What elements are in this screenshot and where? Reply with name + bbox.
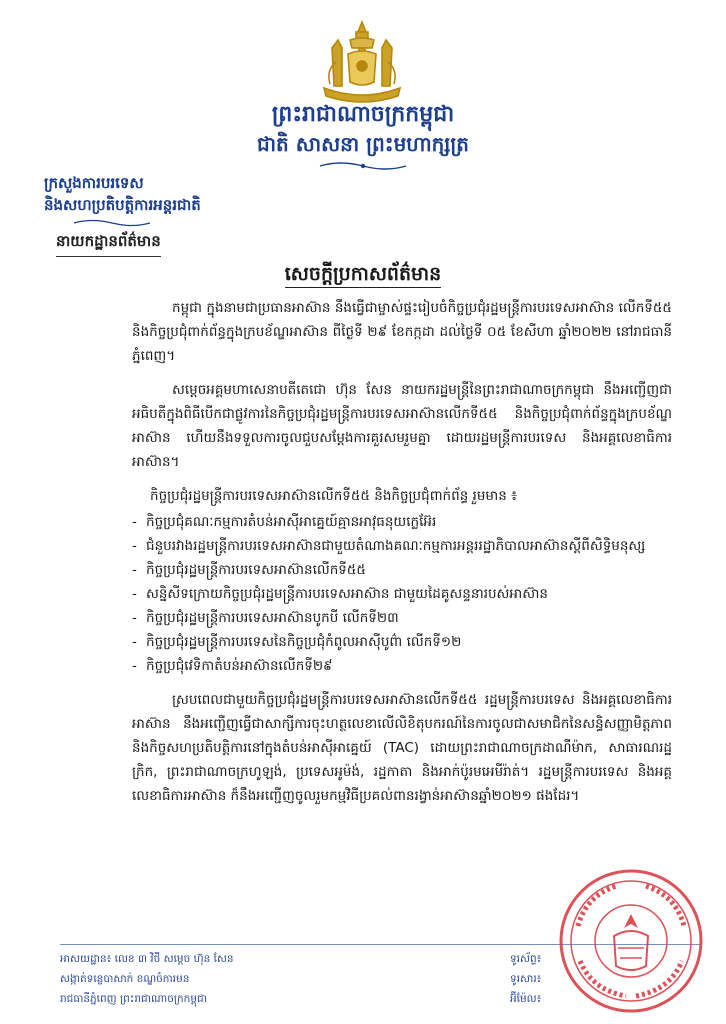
document-body	[132, 296, 672, 818]
list-item: - សន្និសីទក្រោយកិច្ចប្រជុំរដ្ឋមន្ត្រីការបរទេសអាស៊ាន ជាមួយដៃគូសន្ទនារបស់អាស៊ាន	[132, 586, 548, 602]
paragraph-2: សម្តេចអគ្គមហាសេនាបតីតេជោ ហ៊ុន សែន នាយករដ្ឋមន្ត្រីនៃព្រះរាជាណាចក្រកម្ពុជា នឹងអញ្ជើញជាអធិបតីក្នុងពិធីបើកជាផ្លូវការនៃកិច្ចប្រជុំរដ្ឋមន្ត្រីការបរទេសអាស៊ានលើកទី៥៥ និងកិច្ចប្រជុំពាក់ព័ន្ធក្នុងក្របខ័ណ្ឌអាស៊ាន ហើយនឹងទទួលការចូលជួបសម្តែងការគួរសមរួមគ្នា ដោយរដ្ឋមន្ត្រីការបរទេស និងអគ្គលេខាធិការអាស៊ាន។	[132, 382, 672, 470]
ministry-name-line2: និងសហប្រតិបត្តិការអន្តរជាតិ	[44, 196, 201, 214]
list-item: - កិច្ចប្រជុំរដ្ឋមន្ត្រីការបរទេសអាស៊ានបូកបី លើកទី២៣	[132, 610, 399, 626]
official-seal-icon	[556, 866, 706, 1016]
department-name: នាយកដ្ឋានព័ត៌មាន	[56, 232, 161, 257]
paragraph-1: កម្ពុជា ក្នុងនាមជាប្រធានអាស៊ាន នឹងធ្វើជាម្ចាស់ផ្ទះរៀបចំកិច្ចប្រជុំរដ្ឋមន្ត្រីការបរទេសអាស៊ាន លើកទី៥៥ និងកិច្ចប្រជុំពាក់ព័ន្ធក្នុងក្របខ័ណ្ឌអាស៊ាន ពីថ្ងៃទី ២៩ ខែកក្កដា ដល់ថ្ងៃទី ០៥ ខែសីហា ឆ្នាំ២០២២ នៅរាជធានីភ្នំពេញ។	[132, 300, 672, 364]
ministry-ornament-icon	[72, 218, 152, 228]
list-item: - កិច្ចប្រជុំរដ្ឋមន្ត្រីការបរទេសនៃកិច្ចប្រជុំកំពូលអាស៊ីបូព៌ា លើកទី១២	[132, 634, 462, 650]
list-item: - កិច្ចប្រជុំវេទិកាតំបន់អាស៊ានលើកទី២៩	[132, 658, 333, 674]
meeting-list	[132, 510, 672, 678]
footer-address-line: អាសយដ្ឋាន៖ លេខ ៣ វិថី សម្តេច ហ៊ុន សែន	[60, 953, 234, 965]
footer-address	[60, 949, 400, 1009]
kingdom-name: ព្រះរាជាណាចក្រកម្ពុជា	[271, 102, 455, 127]
footer-email: អ៊ីម៉ែល៖	[510, 993, 542, 1005]
footer-fax: ទូរសារ៖	[510, 973, 542, 985]
list-item: - ជំនួបរវាងរដ្ឋមន្ត្រីការបរទេសអាស៊ានជាមួយតំណាងគណៈកម្មការអន្តររដ្ឋាភិបាលអាស៊ានស្តីពីសិទ្ធិមនុស្ស	[132, 538, 646, 554]
national-motto: ជាតិ សាសនា ព្រះមហាក្សត្រ	[257, 132, 469, 156]
list-item: - កិច្ចប្រជុំរដ្ឋមន្ត្រីការបរទេសអាស៊ានលើកទី៥៥	[132, 562, 366, 578]
document-title-text: សេចក្តីប្រកាសព័ត៌មាន	[285, 263, 441, 288]
ministry-heading	[44, 172, 304, 228]
kingdom-heading	[180, 100, 546, 172]
list-intro: កិច្ចប្រជុំរដ្ឋមន្ត្រីការបរទេសអាស៊ានលើកទី៥៥ និងកិច្ចប្រជុំពាក់ព័ន្ធ រួមមាន ៖	[150, 488, 518, 504]
ministry-name-line1: ក្រសួងការបរទេស	[44, 174, 144, 192]
paragraph-3: ស្របពេលជាមួយកិច្ចប្រជុំរដ្ឋមន្ត្រីការបរទេសអាស៊ានលើកទី៥៥ រដ្ឋមន្ត្រីការបរទេស និងអគ្គលេខាធិការអាស៊ាន នឹងអញ្ជើញធ្វើជាសាក្សីការចុះហត្ថលេខាលើលិខិតុបករណ៍នៃការចូលជាសមាជិកនៃសន្ធិសញ្ញាមិត្តភាព និងកិច្ចសហប្រតិបត្តិការនៅក្នុងតំបន់អាស៊ីអាគ្នេយ៍ (TAC) ដោយព្រះរាជាណាចក្រដាណឺម៉ាក, សាធារណរដ្ឋក្រិក, ព្រះរាជាណាចក្រហូឡង់, ប្រទេសអូម៉ង់, រដ្ឋកាតា និងអាក់ប៉ូរមអេមីរ៉ាត់។ រដ្ឋមន្ត្រីការបរទេស និងអគ្គលេខាធិការអាស៊ាន ក៏នឹងអញ្ជើញចូលរួមកម្មវិធីប្រគល់ពានរង្វាន់អាស៊ានឆ្នាំ២០២១ ផងដែរ។	[132, 692, 672, 804]
list-item: - កិច្ចប្រជុំគណៈកម្មការតំបន់អាស៊ីអាគ្នេយ៍គ្មានអាវុធនុយក្លេអ៊ែរ	[132, 514, 437, 530]
ornament-divider-icon	[318, 160, 408, 172]
footer-address-line: សង្កាត់ទន្លេបាសាក់ ខណ្ឌចំការមន	[60, 973, 190, 985]
royal-coat-of-arms-icon	[312, 18, 412, 106]
footer-address-line: រាជធានីភ្នំពេញ ព្រះរាជាណាចក្រកម្ពុជា	[60, 993, 207, 1005]
document-title	[0, 262, 726, 290]
footer-phone: ទូរស័ព្ទ៖	[510, 953, 542, 965]
